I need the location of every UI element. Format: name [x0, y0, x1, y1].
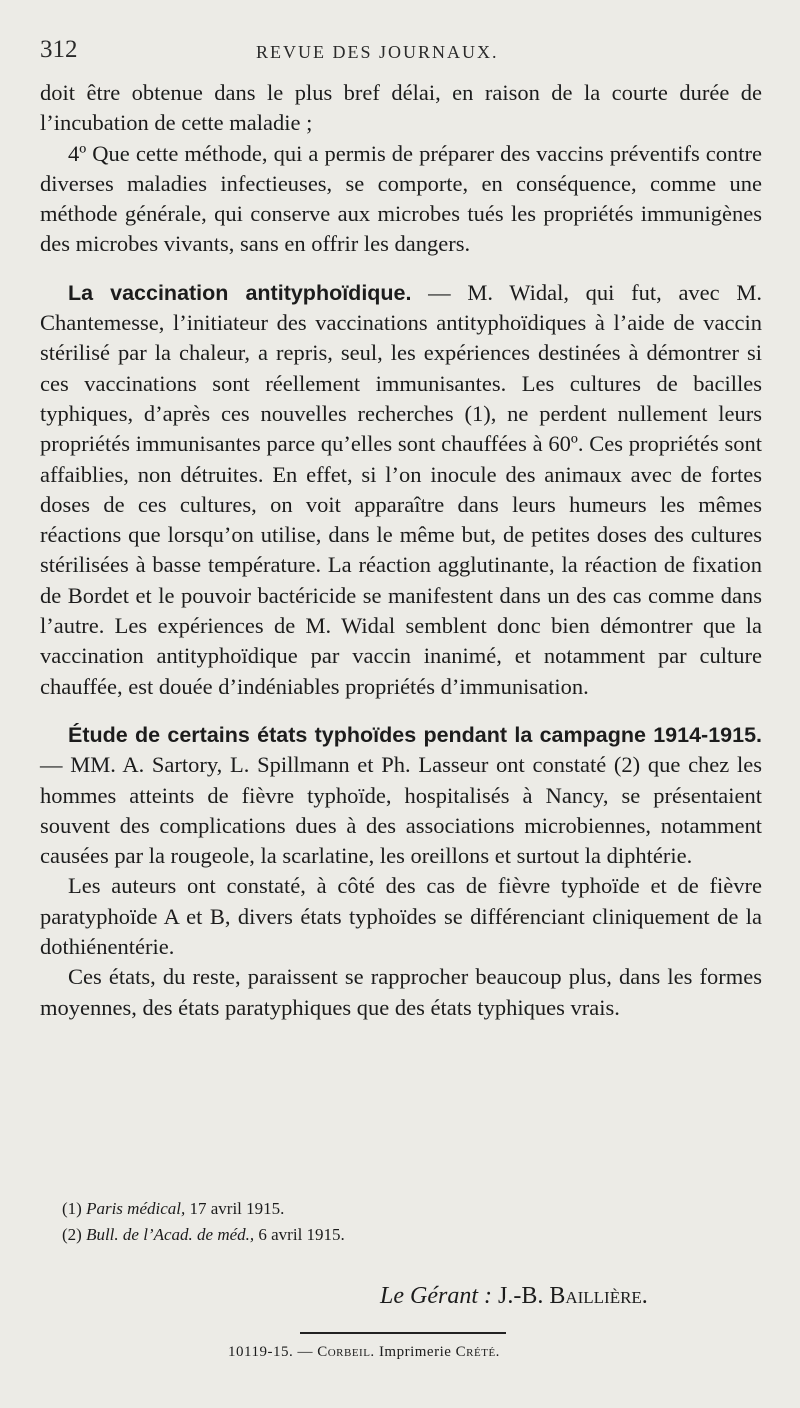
- footnote-2-date: 6 avril 1915.: [254, 1225, 345, 1244]
- paragraph-vaccination-text: — M. Widal, qui fut, avec M. Chantemesse, l’initiateur des vaccinations antityphoïdiques à l’aide de vaccin stérilisé par la chaleur, a repris, seul, les expériences destinées à démontrer si ces vaccinations sont réellement immunisantes. Les cultures de bacilles typhiques, d’après ces nouvelles recherches (1), ne perdent nullement leurs propriétés immunisantes parce qu’elles sont chauffées à 60º. Ces propriétés sont affaiblies, non détruites. En effet, si l’on inocule des animaux avec de fortes doses de ces cultures, on voit apparaître dans leurs humeurs les mêmes réactions que lorsqu’on utilise, dans le même but, de petites doses des cultures stérilisées à basse température. La réaction agglutinante, la réaction de fixation de Bordet et le pouvoir bactéricide se manifestent dans un des cas comme dans l’autre. Les expériences de M. Widal semblent donc bien démontrer que la vaccination antityphoïdique par vaccin inanimé, et notamment par culture chauffée, est douée d’indéniables propriétés d’immunisation.: [40, 279, 762, 699]
- paragraph-1: doit être obtenue dans le plus bref délai, en raison de la courte durée de l’incubation de cette maladie ;: [40, 80, 762, 136]
- running-head: REVUE DES JOURNAUX.: [256, 42, 499, 62]
- footnote-2-title: Bull. de l’Acad. de méd.,: [86, 1225, 255, 1244]
- footnote-1-title: Paris médical,: [86, 1199, 186, 1218]
- paragraph-6: Ces états, du reste, paraissent se rapprocher beaucoup plus, dans les formes moyennes, des états paratyphiques que des états typhiques vrais.: [40, 964, 762, 1020]
- imprint-separator: —: [293, 1344, 318, 1360]
- footnote-1: [62, 1196, 662, 1222]
- page-header: [40, 36, 760, 70]
- imprint: [228, 1344, 500, 1361]
- imprint-printer-name: Crété.: [455, 1344, 500, 1360]
- section-title-etats-typhoides: Étude de certains états typhoïdes pendant la campagne 1914-1915.: [68, 722, 762, 747]
- footnote-2: [62, 1222, 662, 1248]
- signature-role: Le Gérant :: [380, 1283, 492, 1309]
- signature: [380, 1283, 648, 1310]
- paragraph-2: 4º Que cette méthode, qui a permis de préparer des vaccins préventifs contre diverses maladies infectieuses, se comporte, en conséquence, comme une méthode générale, qui conserve aux microbes tués les propriétés immunigènes des microbes vivants, sans en offrir les dangers.: [40, 140, 762, 257]
- imprint-city: Corbeil.: [317, 1344, 375, 1360]
- footnotes: [62, 1196, 662, 1248]
- imprint-rule: [300, 1332, 506, 1334]
- section-title-vaccination: La vaccination antityphoïdique.: [68, 280, 412, 305]
- footnote-1-date: 17 avril 1915.: [185, 1199, 285, 1218]
- paragraph-etats-typhoides: [40, 720, 762, 871]
- signature-name: J.-B.: [491, 1283, 550, 1309]
- article-body: [40, 78, 762, 1023]
- footnote-1-number: (1): [62, 1199, 87, 1218]
- imprint-code: 10119-15.: [228, 1344, 294, 1360]
- signature-surname: Baillière.: [549, 1283, 648, 1309]
- footnote-2-number: (2): [62, 1225, 87, 1244]
- page-number: 312: [40, 36, 78, 63]
- paragraph-vaccination: [40, 278, 762, 702]
- paragraph-5: Les auteurs ont constaté, à côté des cas de fièvre typhoïde et de fièvre paratyphoïde A et B, divers états typhoïdes se différenciant cliniquement de la dothiénentérie.: [40, 873, 762, 960]
- imprint-printer: Imprimerie: [374, 1344, 456, 1360]
- paragraph-etats-typhoides-text: — MM. A. Sartory, L. Spillmann et Ph. Lasseur ont constaté (2) que chez les hommes atteints de fièvre typhoïde, hospitalisés à Nancy, se présentaient souvent des complications dues à des associations microbiennes, notamment causées par la rougeole, la scarlatine, les oreillons et surtout la diphtérie.: [40, 752, 762, 869]
